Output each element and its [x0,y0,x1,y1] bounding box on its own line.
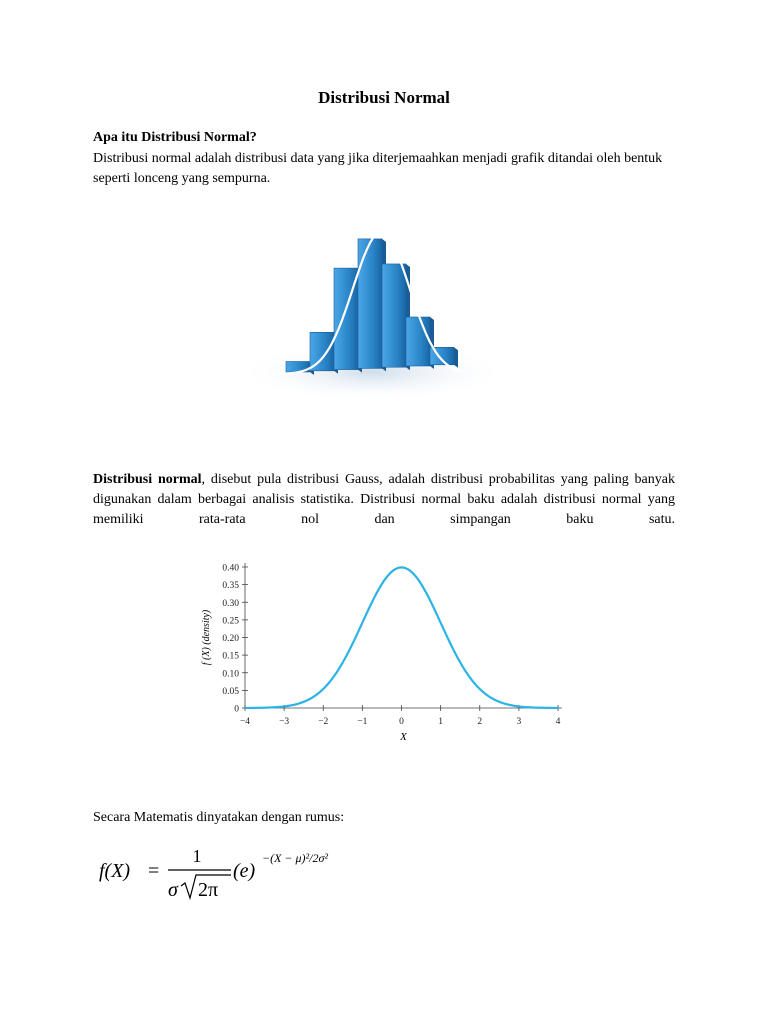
y-axis [222,563,248,715]
formula-equals: = [148,860,160,882]
x-tick-label: 3 [516,717,522,727]
histogram-bell-figure [236,222,508,404]
x-tick-label: 0 [399,717,404,727]
gauss-paragraph-bold: Distribusi normal [93,472,202,487]
y-tick-label: 0.05 [222,686,239,697]
x-tick-label: −4 [239,717,251,727]
x-tick-label: 1 [438,717,443,727]
formula-radicand: 2π [198,879,219,901]
y-tick-label: 0.20 [222,634,239,644]
y-tick-label: 0.30 [222,598,239,609]
formula-lhs: f(X) [99,860,131,882]
x-tick-label: −3 [279,717,290,727]
formula-intro: Secara Matematis dinyatakan dengan rumus: [93,810,345,825]
y-tick-label: 0.35 [222,581,239,592]
histogram-bars [286,239,458,375]
intro-paragraph: Distribusi normal adalah distribusi data yang jika diterjemaahkan menjadi grafik ditandai oleh bentuk seperti lonceng yang sempurna. [93,151,663,186]
density-chart [195,555,580,750]
y-tick-label: 0.25 [222,616,239,627]
formula-sigma: σ [168,879,178,901]
x-tick-label: −2 [318,717,329,727]
x-axis [240,705,562,727]
normal-pdf-formula [96,842,366,904]
y-tick-label: 0.10 [222,669,239,680]
x-tick-label: 2 [477,717,483,727]
x-tick-label: −1 [357,717,368,727]
formula-base: (e) [233,860,256,882]
formula-exponent: −(X − μ)²/2σ² [262,851,328,865]
document-title: Distribusi Normal [318,88,450,107]
gauss-paragraph [93,470,675,530]
formula-numerator: 1 [192,846,202,866]
gauss-paragraph-text: , disebut pula distribusi Gauss, adalah distribusi probabilitas yang paling banyak digunakan dalam berbagai analisis statistika. Distribusi normal baku adalah distribusi normal yang memiliki rata-rata nol dan simpangan baku satu. [93,472,675,527]
x-axis-label: X [400,731,407,743]
y-tick-label: 0.15 [222,651,239,662]
x-tick-label: 4 [555,717,561,727]
section-heading: Apa itu Distribusi Normal? [93,130,257,145]
y-tick-label: 0.40 [222,563,239,574]
density-series-line [245,567,558,708]
y-tick-label: 0 [234,704,239,715]
y-axis-label: f (X) (density) [201,609,212,666]
